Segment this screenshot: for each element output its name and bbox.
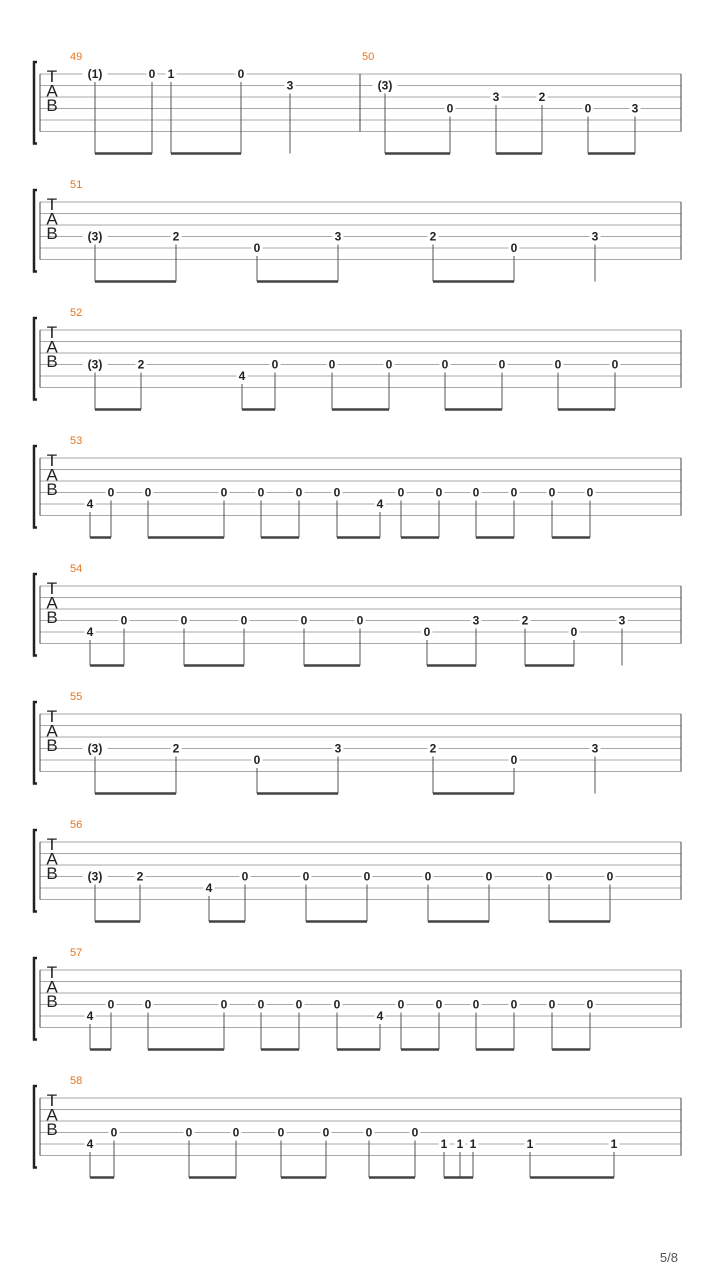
fret-number: (3) [87,357,103,372]
fret-number: 3 [492,90,500,104]
measure-number: 51 [70,179,83,191]
system-bracket [34,702,37,784]
tab-system [34,947,681,1050]
tab-system [34,435,681,538]
tab-clef-letter: B [46,224,58,243]
fret-number: 0 [185,1125,193,1140]
fret-number: 0 [397,997,405,1012]
fret-number: 0 [107,997,115,1012]
fret-number: (3) [87,741,103,756]
fret-number: 0 [333,485,341,500]
measure-number: 58 [70,1075,83,1087]
fret-number: 0 [110,1125,118,1140]
tab-clef-letter: T [46,1091,58,1110]
system-bracket [34,1086,37,1168]
fret-number: 0 [363,869,371,884]
fret-number: 0 [510,485,518,500]
fret-number: 0 [424,869,432,884]
measure-number: 57 [70,947,83,959]
fret-number: 3 [591,741,599,756]
fret-number: 0 [220,997,228,1012]
measure-number: 56 [70,819,83,831]
fret-number: 4 [376,1009,384,1023]
fret-number: 0 [435,997,443,1012]
fret-number: 3 [591,229,599,244]
fret-number: 0 [435,485,443,500]
measure-number: 50 [362,51,375,63]
fret-number: 4 [376,497,384,511]
tab-clef-letter: A [46,593,58,613]
tab-clef-letter: A [46,465,58,485]
system-bracket [34,62,37,144]
tab-clef-letter: T [46,579,58,598]
fret-number: 0 [295,485,303,500]
tab-system [34,179,681,282]
tab-clef-letter: T [46,707,58,726]
fret-number: 0 [328,357,336,372]
fret-number: 3 [618,613,626,628]
tab-clef-letter: T [46,451,58,470]
fret-number: 2 [136,869,144,884]
tab-clef-letter: A [46,977,58,997]
tab-system [34,1075,681,1178]
fret-number: 0 [545,869,553,884]
system-bracket [34,190,37,272]
fret-number: 3 [631,101,639,116]
tab-clef-letter: A [46,81,58,101]
fret-number: 2 [521,613,529,628]
tab-system [34,819,681,922]
fret-number: 0 [472,485,480,500]
fret-number: 0 [120,613,128,628]
fret-number: 0 [356,613,364,628]
fret-number: 0 [257,485,265,500]
fret-number: 0 [180,613,188,628]
fret-number: 0 [485,869,493,884]
fret-number: (1) [87,67,103,81]
fret-number: 0 [510,997,518,1012]
fret-number: 4 [86,1137,94,1151]
tab-clef-letter: T [46,323,58,342]
fret-number: 0 [257,997,265,1012]
tab-clef-letter: T [46,963,58,982]
tab-system [34,307,681,410]
tab-clef-letter: B [46,864,58,883]
tab-clef-letter: T [46,67,58,86]
measure-number: 49 [70,51,83,63]
fret-number: 0 [271,357,279,372]
fret-number: 2 [538,90,546,104]
fret-number: (3) [87,869,103,884]
fret-number: 0 [584,101,592,116]
tab-clef-letter: B [46,96,58,115]
fret-number: 0 [411,1125,419,1140]
fret-number: 0 [385,357,393,372]
fret-number: 1 [456,1137,464,1151]
fret-number: 1 [469,1137,477,1151]
fret-number: 4 [205,881,213,895]
system-bracket [34,574,37,656]
fret-number: 0 [277,1125,285,1140]
fret-number: 0 [510,753,518,767]
fret-number: (3) [377,78,393,93]
fret-number: 0 [144,997,152,1012]
fret-number: 0 [253,241,261,255]
fret-number: 1 [610,1137,618,1151]
fret-number: 0 [148,67,156,81]
fret-number: 0 [586,997,594,1012]
fret-number: 0 [241,869,249,884]
tab-system [34,563,681,666]
page-indicator: 5/8 [659,1250,678,1265]
tab-system [34,691,681,794]
fret-number: 2 [429,741,437,756]
fret-number: 0 [300,613,308,628]
fret-number: 0 [446,101,454,116]
system-bracket [34,830,37,912]
fret-number: 0 [333,997,341,1012]
fret-number: 0 [472,997,480,1012]
fret-number: 1 [167,67,175,81]
measure-number: 52 [70,307,83,319]
tab-clef-letter: A [46,721,58,741]
fret-number: 3 [286,78,294,93]
fret-number: (3) [87,229,103,244]
tab-clef-letter: B [46,480,58,499]
tab-clef-letter: T [46,195,58,214]
tab-clef-letter: A [46,1105,58,1125]
fret-number: 4 [86,1009,94,1023]
fret-number: 0 [322,1125,330,1140]
fret-number: 2 [137,357,145,372]
system-bracket [34,318,37,400]
fret-number: 0 [441,357,449,372]
tab-system [34,51,681,154]
fret-number: 0 [253,753,261,767]
tab-clef-letter: B [46,736,58,755]
fret-number: 0 [554,357,562,372]
fret-number: 0 [548,997,556,1012]
fret-number: 0 [232,1125,240,1140]
fret-number: 0 [606,869,614,884]
fret-number: 2 [172,229,180,244]
tab-clef-letter: T [46,835,58,854]
fret-number: 0 [611,357,619,372]
fret-number: 4 [86,497,94,511]
fret-number: 0 [240,613,248,628]
fret-number: 0 [510,241,518,255]
fret-number: 0 [295,997,303,1012]
tab-clef-letter: B [46,992,58,1011]
fret-number: 3 [334,741,342,756]
fret-number: 1 [526,1137,534,1151]
fret-number: 3 [334,229,342,244]
fret-number: 1 [440,1137,448,1151]
fret-number: 2 [429,229,437,244]
fret-number: 0 [365,1125,373,1140]
fret-number: 0 [423,625,431,639]
fret-number: 0 [302,869,310,884]
measure-number: 54 [70,563,83,575]
system-bracket [34,446,37,528]
fret-number: 0 [498,357,506,372]
fret-number: 0 [220,485,228,500]
fret-number: 0 [397,485,405,500]
fret-number: 0 [586,485,594,500]
fret-number: 3 [472,613,480,628]
tab-clef-letter: B [46,352,58,371]
fret-number: 4 [238,369,246,383]
tab-clef-letter: A [46,209,58,229]
measure-number: 53 [70,435,83,447]
tab-clef-letter: A [46,337,58,357]
measure-number: 55 [70,691,83,703]
tab-clef-letter: A [46,849,58,869]
fret-number: 0 [144,485,152,500]
fret-number: 0 [107,485,115,500]
system-bracket [34,958,37,1040]
fret-number: 0 [548,485,556,500]
fret-number: 2 [172,741,180,756]
fret-number: 0 [237,67,245,81]
fret-number: 4 [86,625,94,639]
tab-clef-letter: B [46,608,58,627]
tab-clef-letter: B [46,1120,58,1139]
fret-number: 0 [570,625,578,639]
